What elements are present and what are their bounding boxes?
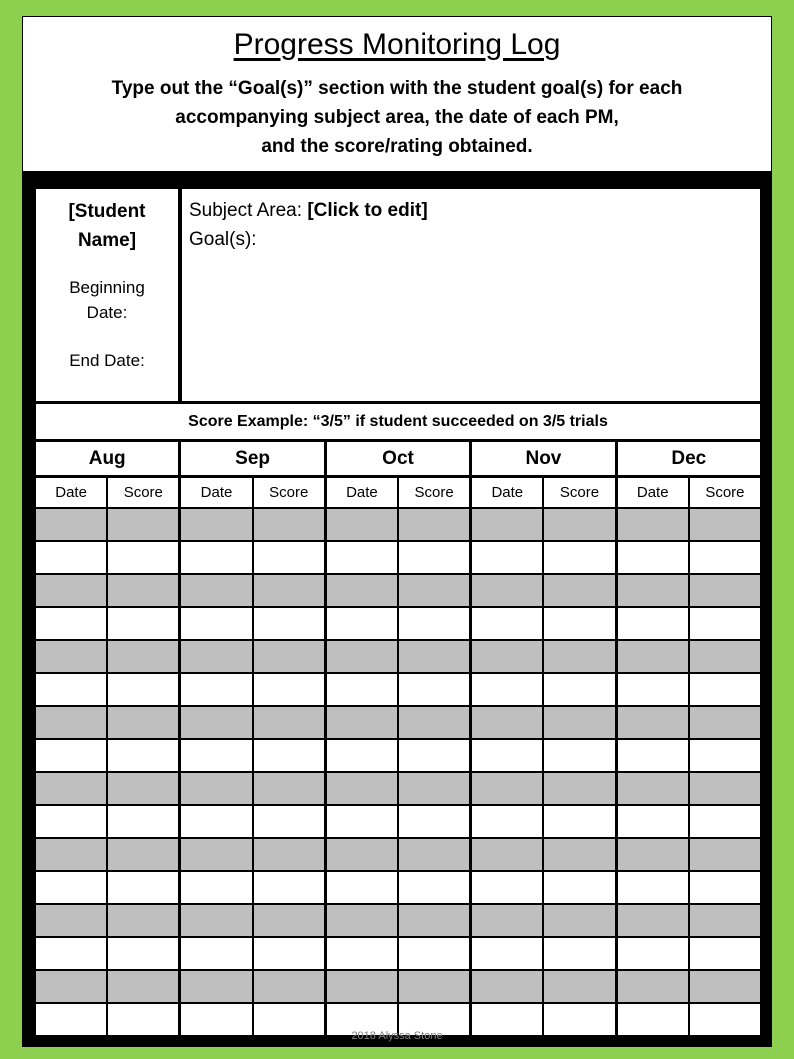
date-cell[interactable] [327, 806, 397, 837]
score-cell[interactable] [254, 872, 324, 903]
date-cell[interactable] [472, 608, 542, 639]
score-column-header: Score [254, 478, 324, 507]
score-cell[interactable] [399, 509, 469, 540]
date-cell[interactable] [472, 773, 542, 804]
date-cell[interactable] [327, 608, 397, 639]
month-grid [36, 442, 760, 1032]
table-row [618, 740, 760, 771]
score-cell[interactable] [690, 740, 760, 771]
score-example: Score Example: “3/5” if student succeeded on 3/5 trials [36, 404, 760, 439]
date-cell[interactable] [36, 905, 106, 936]
date-cell[interactable] [36, 773, 106, 804]
score-cell[interactable] [544, 938, 614, 969]
score-cell[interactable] [544, 839, 614, 870]
score-cell[interactable] [108, 839, 178, 870]
date-cell[interactable] [181, 641, 251, 672]
date-cell[interactable] [181, 674, 251, 705]
score-cell[interactable] [690, 707, 760, 738]
table-row [36, 773, 178, 804]
date-cell[interactable] [472, 971, 542, 1002]
beginning-date-field[interactable]: Beginning Date: [69, 278, 145, 322]
score-cell[interactable] [108, 608, 178, 639]
table-row [327, 575, 469, 606]
table-row [36, 575, 178, 606]
date-cell[interactable] [327, 707, 397, 738]
table-row [618, 773, 760, 804]
column-subheader [327, 478, 469, 507]
date-column-header: Date [36, 478, 106, 507]
score-cell[interactable] [544, 707, 614, 738]
date-cell[interactable] [327, 938, 397, 969]
score-cell[interactable] [108, 806, 178, 837]
month-column-oct [327, 442, 469, 1032]
date-cell[interactable] [618, 608, 688, 639]
table-row [327, 740, 469, 771]
score-cell[interactable] [254, 839, 324, 870]
date-cell[interactable] [36, 872, 106, 903]
score-cell[interactable] [108, 575, 178, 606]
date-cell[interactable] [472, 806, 542, 837]
table-row [327, 872, 469, 903]
score-cell[interactable] [690, 971, 760, 1002]
date-cell[interactable] [472, 938, 542, 969]
table-row [618, 608, 760, 639]
date-cell[interactable] [327, 839, 397, 870]
score-cell[interactable] [544, 674, 614, 705]
score-cell[interactable] [108, 938, 178, 969]
score-cell[interactable] [254, 608, 324, 639]
subject-area-label: Subject Area: [189, 200, 303, 221]
table-row [181, 773, 323, 804]
score-cell[interactable] [254, 641, 324, 672]
score-cell[interactable] [254, 773, 324, 804]
score-cell[interactable] [108, 905, 178, 936]
score-cell[interactable] [544, 608, 614, 639]
score-cell[interactable] [399, 707, 469, 738]
table-row [472, 641, 614, 672]
table-row [618, 905, 760, 936]
score-cell[interactable] [254, 707, 324, 738]
instructions [23, 74, 771, 161]
score-cell[interactable] [108, 674, 178, 705]
table-row [36, 872, 178, 903]
table-row [181, 608, 323, 639]
date-cell[interactable] [327, 740, 397, 771]
table-row [327, 641, 469, 672]
score-cell[interactable] [690, 872, 760, 903]
table-row [618, 509, 760, 540]
table-row [36, 740, 178, 771]
date-cell[interactable] [327, 674, 397, 705]
score-cell[interactable] [108, 740, 178, 771]
table-row [327, 806, 469, 837]
date-cell[interactable] [36, 971, 106, 1002]
score-cell[interactable] [399, 740, 469, 771]
score-cell[interactable] [399, 608, 469, 639]
date-cell[interactable] [181, 575, 251, 606]
instruction-line: and the score/rating obtained. [261, 136, 533, 157]
score-cell[interactable] [690, 773, 760, 804]
table-row [181, 839, 323, 870]
date-cell[interactable] [181, 773, 251, 804]
score-column-header: Score [690, 478, 760, 507]
score-cell[interactable] [399, 575, 469, 606]
date-cell[interactable] [472, 641, 542, 672]
table-row [618, 707, 760, 738]
table-row [472, 740, 614, 771]
score-cell[interactable] [399, 773, 469, 804]
table-row [472, 872, 614, 903]
table-row [36, 707, 178, 738]
date-cell[interactable] [472, 707, 542, 738]
date-cell[interactable] [181, 839, 251, 870]
date-cell[interactable] [327, 542, 397, 573]
date-column-header: Date [472, 478, 542, 507]
score-cell[interactable] [690, 674, 760, 705]
score-cell[interactable] [108, 773, 178, 804]
score-cell[interactable] [544, 542, 614, 573]
date-cell[interactable] [618, 575, 688, 606]
score-cell[interactable] [254, 674, 324, 705]
score-cell[interactable] [254, 806, 324, 837]
table-row [181, 509, 323, 540]
table-row [472, 608, 614, 639]
table-row [618, 971, 760, 1002]
score-cell[interactable] [544, 641, 614, 672]
month-column-dec [618, 442, 760, 1032]
column-subheader [618, 478, 760, 507]
date-cell[interactable] [618, 839, 688, 870]
score-cell[interactable] [690, 905, 760, 936]
table-row [618, 542, 760, 573]
instruction-line: accompanying subject area, the date of each PM, [175, 107, 619, 128]
table-row [181, 575, 323, 606]
date-cell[interactable] [618, 509, 688, 540]
table-row [36, 509, 178, 540]
date-cell[interactable] [36, 674, 106, 705]
table-row [472, 905, 614, 936]
date-cell[interactable] [327, 575, 397, 606]
score-cell[interactable] [690, 608, 760, 639]
table-row [36, 542, 178, 573]
date-cell[interactable] [36, 707, 106, 738]
score-cell[interactable] [690, 938, 760, 969]
table-row [181, 542, 323, 573]
table-row [472, 575, 614, 606]
table-row [618, 641, 760, 672]
date-cell[interactable] [327, 971, 397, 1002]
info-row [36, 189, 760, 401]
score-cell[interactable] [544, 806, 614, 837]
subject-area-line[interactable] [189, 196, 760, 225]
table-row [36, 971, 178, 1002]
end-date-field[interactable]: End Date: [69, 351, 145, 370]
table-row [472, 839, 614, 870]
copyright-footer: 2018 Alyssa Stone [351, 1030, 443, 1042]
column-subheader [181, 478, 323, 507]
table-row [36, 608, 178, 639]
date-cell[interactable] [618, 905, 688, 936]
month-column-sep [181, 442, 323, 1032]
table-row [181, 641, 323, 672]
score-cell[interactable] [690, 641, 760, 672]
table-row [181, 938, 323, 969]
date-cell[interactable] [618, 674, 688, 705]
table-row [327, 905, 469, 936]
score-cell[interactable] [108, 707, 178, 738]
date-cell[interactable] [36, 806, 106, 837]
date-cell[interactable] [181, 938, 251, 969]
table-row [327, 608, 469, 639]
date-cell[interactable] [181, 740, 251, 771]
student-name-field[interactable]: [Student Name] [68, 201, 146, 251]
date-cell[interactable] [472, 740, 542, 771]
table-row [618, 872, 760, 903]
score-cell[interactable] [254, 905, 324, 936]
table-row [472, 971, 614, 1002]
table-row [327, 839, 469, 870]
table-row [472, 707, 614, 738]
date-cell[interactable] [36, 740, 106, 771]
table-row [327, 674, 469, 705]
date-cell[interactable] [36, 839, 106, 870]
date-cell[interactable] [36, 542, 106, 573]
column-subheader [36, 478, 178, 507]
table-row [327, 542, 469, 573]
date-cell[interactable] [327, 872, 397, 903]
month-header: Oct [327, 442, 469, 475]
score-cell[interactable] [399, 806, 469, 837]
date-cell[interactable] [618, 707, 688, 738]
table-row [36, 806, 178, 837]
score-cell[interactable] [544, 905, 614, 936]
table-row [181, 806, 323, 837]
table-row [618, 674, 760, 705]
table-row [327, 509, 469, 540]
date-cell[interactable] [618, 740, 688, 771]
date-cell[interactable] [618, 641, 688, 672]
score-cell[interactable] [254, 938, 324, 969]
table-row [472, 773, 614, 804]
score-cell[interactable] [544, 575, 614, 606]
date-cell[interactable] [36, 509, 106, 540]
score-cell[interactable] [399, 905, 469, 936]
date-cell[interactable] [472, 872, 542, 903]
month-header: Sep [181, 442, 323, 475]
score-cell[interactable] [399, 641, 469, 672]
header [22, 16, 772, 172]
score-cell[interactable] [399, 938, 469, 969]
table-row [181, 971, 323, 1002]
score-cell[interactable] [108, 641, 178, 672]
goals-label: Goal(s): [189, 229, 257, 250]
score-cell[interactable] [690, 542, 760, 573]
date-column-header: Date [618, 478, 688, 507]
date-cell[interactable] [36, 938, 106, 969]
date-cell[interactable] [36, 608, 106, 639]
score-cell[interactable] [254, 971, 324, 1002]
date-cell[interactable] [472, 674, 542, 705]
score-cell[interactable] [108, 971, 178, 1002]
page-title: Progress Monitoring Log [233, 28, 561, 61]
score-cell[interactable] [544, 773, 614, 804]
date-cell[interactable] [472, 509, 542, 540]
table-row [472, 806, 614, 837]
score-cell[interactable] [544, 509, 614, 540]
date-cell[interactable] [181, 509, 251, 540]
date-cell[interactable] [36, 575, 106, 606]
date-cell[interactable] [618, 806, 688, 837]
score-cell[interactable] [254, 740, 324, 771]
column-subheader [472, 478, 614, 507]
table-row [36, 674, 178, 705]
table-row [618, 575, 760, 606]
month-column-aug [36, 442, 178, 1032]
date-cell[interactable] [181, 872, 251, 903]
score-cell[interactable] [399, 674, 469, 705]
score-cell[interactable] [399, 839, 469, 870]
month-column-nov [472, 442, 614, 1032]
table-row [472, 542, 614, 573]
table-row [36, 839, 178, 870]
date-cell[interactable] [472, 542, 542, 573]
month-header: Dec [618, 442, 760, 475]
score-cell[interactable] [544, 740, 614, 771]
date-cell[interactable] [327, 905, 397, 936]
score-cell[interactable] [254, 509, 324, 540]
table-row [618, 839, 760, 870]
month-header: Aug [36, 442, 178, 475]
table-row [472, 509, 614, 540]
date-cell[interactable] [181, 971, 251, 1002]
date-cell[interactable] [327, 773, 397, 804]
date-cell[interactable] [181, 608, 251, 639]
table-row [327, 773, 469, 804]
score-cell[interactable] [690, 575, 760, 606]
date-cell[interactable] [618, 542, 688, 573]
date-cell[interactable] [327, 641, 397, 672]
table-row [327, 971, 469, 1002]
date-cell[interactable] [181, 707, 251, 738]
table-row [618, 806, 760, 837]
table-row [36, 641, 178, 672]
score-cell[interactable] [544, 971, 614, 1002]
score-column-header: Score [399, 478, 469, 507]
date-cell[interactable] [181, 542, 251, 573]
score-cell[interactable] [690, 509, 760, 540]
score-column-header: Score [544, 478, 614, 507]
score-column-header: Score [108, 478, 178, 507]
date-cell[interactable] [472, 839, 542, 870]
date-cell[interactable] [618, 971, 688, 1002]
date-cell[interactable] [181, 806, 251, 837]
month-header: Nov [472, 442, 614, 475]
date-cell[interactable] [618, 938, 688, 969]
date-cell[interactable] [618, 872, 688, 903]
student-info-box[interactable] [36, 189, 178, 401]
subject-area-value[interactable]: [Click to edit] [307, 200, 428, 221]
table-row [327, 707, 469, 738]
table-row [181, 674, 323, 705]
table-row [181, 905, 323, 936]
date-cell[interactable] [327, 509, 397, 540]
score-cell[interactable] [690, 806, 760, 837]
score-cell[interactable] [254, 542, 324, 573]
date-column-header: Date [181, 478, 251, 507]
date-cell[interactable] [472, 905, 542, 936]
table-row [181, 740, 323, 771]
table-row [181, 872, 323, 903]
table-row [36, 938, 178, 969]
table-row [618, 938, 760, 969]
goal-box[interactable] [182, 189, 760, 401]
table-row [327, 938, 469, 969]
score-cell[interactable] [399, 542, 469, 573]
table-row [36, 905, 178, 936]
date-cell[interactable] [618, 773, 688, 804]
log-sheet [22, 172, 772, 1047]
date-cell[interactable] [36, 641, 106, 672]
table-row [472, 674, 614, 705]
date-cell[interactable] [181, 905, 251, 936]
score-cell[interactable] [108, 872, 178, 903]
score-cell[interactable] [108, 542, 178, 573]
table-row [472, 938, 614, 969]
date-column-header: Date [327, 478, 397, 507]
score-cell[interactable] [254, 575, 324, 606]
score-cell[interactable] [399, 971, 469, 1002]
score-cell[interactable] [399, 872, 469, 903]
table-row [181, 707, 323, 738]
instruction-line: Type out the “Goal(s)” section with the student goal(s) for each [111, 78, 683, 99]
score-cell[interactable] [690, 839, 760, 870]
score-cell[interactable] [108, 509, 178, 540]
date-cell[interactable] [472, 575, 542, 606]
score-cell[interactable] [544, 872, 614, 903]
